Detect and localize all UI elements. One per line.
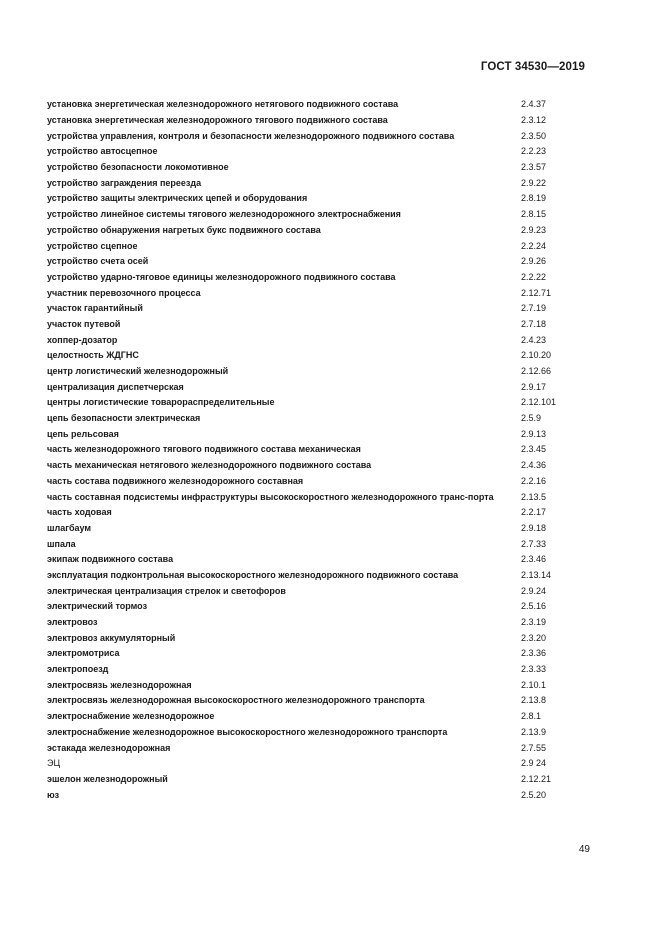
index-reference: 2.3.57 bbox=[521, 162, 547, 173]
index-reference: 2.3.12 bbox=[521, 115, 547, 126]
index-entry bbox=[47, 615, 607, 631]
index-term: электроснабжение железнодорожное высокоскоростного железнодорожного транспорта bbox=[47, 726, 448, 737]
index-term: эшелон железнодорожный bbox=[47, 773, 168, 784]
index-reference: 2.9 24 bbox=[521, 758, 547, 769]
index-entry bbox=[47, 175, 607, 191]
index-reference: 2.9.17 bbox=[521, 381, 547, 392]
index-entry bbox=[47, 489, 607, 505]
index-entry bbox=[47, 740, 607, 756]
index-entry bbox=[47, 113, 607, 129]
index-reference: 2.9.18 bbox=[521, 522, 547, 533]
index-term: юз bbox=[47, 789, 60, 800]
index-reference: 2.3.36 bbox=[521, 648, 547, 659]
index-term: часть состава подвижного железнодорожного составная bbox=[47, 475, 304, 486]
index-reference: 2.5.16 bbox=[521, 601, 547, 612]
index-reference: 2.4.23 bbox=[521, 334, 547, 345]
index-reference: 2.3.45 bbox=[521, 444, 547, 455]
index-term: цепь рельсовая bbox=[47, 428, 119, 439]
index-term: эстакада железнодорожная bbox=[47, 742, 171, 753]
index-term: участник перевозочного процесса bbox=[47, 287, 201, 298]
index-reference: 2.3.50 bbox=[521, 130, 547, 141]
index-term: участок гарантийный bbox=[47, 303, 143, 314]
index-reference: 2.3.33 bbox=[521, 664, 547, 675]
index-reference: 2.8.19 bbox=[521, 193, 547, 204]
index-term: центр логистический железнодорожный bbox=[47, 366, 229, 377]
index-reference: 2.9.24 bbox=[521, 585, 547, 596]
index-term: электроснабжение железнодорожное bbox=[47, 711, 215, 722]
index-reference: 2.7.33 bbox=[521, 538, 547, 549]
index-term: электропоезд bbox=[47, 664, 109, 675]
index-reference: 2.13.8 bbox=[521, 695, 547, 706]
index-entry bbox=[47, 223, 607, 239]
index-term: электровоз аккумуляторный bbox=[47, 632, 176, 643]
index-entry bbox=[47, 521, 607, 537]
index-reference: 2.7.18 bbox=[521, 318, 547, 329]
index-entry bbox=[47, 191, 607, 207]
index-entry bbox=[47, 599, 607, 615]
index-term: часть ходовая bbox=[47, 507, 112, 518]
index-entry bbox=[47, 568, 607, 584]
index-term: электрическая централизация стрелок и светофоров bbox=[47, 585, 286, 596]
index-term: часть составная подсистемы инфраструктуры высокоскоростного железнодорожного транс-порта bbox=[47, 491, 494, 502]
index-entry bbox=[47, 364, 607, 380]
index-entry bbox=[47, 301, 607, 317]
index-reference: 2.13.5 bbox=[521, 491, 547, 502]
index-term: электровоз bbox=[47, 617, 98, 628]
index-entry bbox=[47, 552, 607, 568]
index-reference: 2.13.14 bbox=[521, 569, 552, 580]
index-term: устройство защиты электрических цепей и оборудования bbox=[47, 193, 308, 204]
index-term: шлагбаум bbox=[47, 522, 92, 533]
index-entry bbox=[47, 332, 607, 348]
index-term: хоппер-дозатор bbox=[47, 334, 118, 345]
index-reference: 2.8.1 bbox=[521, 711, 542, 722]
index-entry bbox=[47, 630, 607, 646]
index-term: эксплуатация подконтрольная высокоскоростного железнодорожного подвижного состава bbox=[47, 569, 459, 580]
index-reference: 2.12.71 bbox=[521, 287, 552, 298]
index-reference: 2.5.9 bbox=[521, 413, 542, 424]
index-term: устройство счета осей bbox=[47, 256, 149, 267]
index-term: часть железнодорожного тягового подвижного состава механическая bbox=[47, 444, 361, 455]
index-entry bbox=[47, 458, 607, 474]
index-term: электромотриса bbox=[47, 648, 120, 659]
page-number: 49 bbox=[578, 844, 590, 855]
index-reference: 2.9.22 bbox=[521, 177, 547, 188]
index-reference: 2.9.13 bbox=[521, 428, 547, 439]
index-term: устройство сцепное bbox=[47, 240, 138, 251]
index-entry bbox=[47, 677, 607, 693]
index-entry bbox=[47, 207, 607, 223]
index-term: централизация диспетчерская bbox=[47, 381, 184, 392]
index-entry bbox=[47, 756, 607, 772]
index-entry bbox=[47, 426, 607, 442]
document-header: ГОСТ 34530—2019 bbox=[480, 61, 585, 73]
index-entry bbox=[47, 97, 607, 113]
index-term: устройство автосцепное bbox=[47, 146, 158, 157]
index-reference: 2.3.46 bbox=[521, 554, 547, 565]
index-term: устройство безопасности локомотивное bbox=[47, 162, 229, 173]
index-reference: 2.3.20 bbox=[521, 632, 547, 643]
index-term: шпала bbox=[47, 538, 76, 549]
index-entry bbox=[47, 160, 607, 176]
index-entry bbox=[47, 238, 607, 254]
index-entry bbox=[47, 379, 607, 395]
index-entry bbox=[47, 474, 607, 490]
index-term: целостность ЖДГНС bbox=[47, 350, 139, 361]
index-entry bbox=[47, 411, 607, 427]
index-term: устройство обнаружения нагретых букс подвижного состава bbox=[47, 224, 321, 235]
index-reference: 2.12.101 bbox=[521, 397, 557, 408]
term-index bbox=[47, 97, 607, 803]
index-entry bbox=[47, 285, 607, 301]
index-entry bbox=[47, 725, 607, 741]
index-entry bbox=[47, 709, 607, 725]
index-term: устройство линейное системы тягового железнодорожного электроснабжения bbox=[47, 209, 401, 220]
index-entry bbox=[47, 348, 607, 364]
index-reference: 2.5.20 bbox=[521, 789, 547, 800]
index-reference: 2.9.23 bbox=[521, 224, 547, 235]
index-term: установка энергетическая железнодорожного нетягового подвижного состава bbox=[47, 99, 399, 110]
index-reference: 2.9.26 bbox=[521, 256, 547, 267]
index-term: устройство ударно-тяговое единицы железнодорожного подвижного состава bbox=[47, 271, 396, 282]
index-reference: 2.10.20 bbox=[521, 350, 552, 361]
index-entry bbox=[47, 128, 607, 144]
index-reference: 2.2.24 bbox=[521, 240, 547, 251]
index-reference: 2.4.37 bbox=[521, 99, 547, 110]
index-entry bbox=[47, 254, 607, 270]
index-term: электрический тормоз bbox=[47, 601, 148, 612]
index-term: устройство заграждения переезда bbox=[47, 177, 202, 188]
index-entry bbox=[47, 144, 607, 160]
index-reference: 2.12.21 bbox=[521, 773, 552, 784]
index-entry bbox=[47, 662, 607, 678]
index-term: цепь безопасности электрическая bbox=[47, 413, 201, 424]
index-reference: 2.4.36 bbox=[521, 460, 547, 471]
index-reference: 2.7.55 bbox=[521, 742, 547, 753]
index-term: ЭЦ bbox=[47, 758, 61, 769]
index-term: электросвязь железнодорожная высокоскоростного железнодорожного транспорта bbox=[47, 695, 425, 706]
index-reference: 2.10.1 bbox=[521, 679, 547, 690]
index-entry bbox=[47, 583, 607, 599]
index-reference: 2.3.19 bbox=[521, 617, 547, 628]
index-reference: 2.2.17 bbox=[521, 507, 547, 518]
index-entry bbox=[47, 317, 607, 333]
index-reference: 2.2.16 bbox=[521, 475, 547, 486]
index-entry bbox=[47, 442, 607, 458]
index-term: устройства управления, контроля и безопасности железнодорожного подвижного состава bbox=[47, 130, 455, 141]
index-term: центры логистические товарораспределительные bbox=[47, 397, 275, 408]
index-term: установка энергетическая железнодорожного тягового подвижного состава bbox=[47, 115, 388, 126]
index-reference: 2.12.66 bbox=[521, 366, 552, 377]
index-entry bbox=[47, 772, 607, 788]
index-term: часть механическая нетягового железнодорожного подвижного состава bbox=[47, 460, 372, 471]
index-term: участок путевой bbox=[47, 318, 121, 329]
index-entry bbox=[47, 646, 607, 662]
index-entry bbox=[47, 787, 607, 803]
index-reference: 2.13.9 bbox=[521, 726, 547, 737]
index-entry bbox=[47, 270, 607, 286]
index-reference: 2.8.15 bbox=[521, 209, 547, 220]
index-reference: 2.2.23 bbox=[521, 146, 547, 157]
index-reference: 2.2.22 bbox=[521, 271, 547, 282]
index-entry bbox=[47, 536, 607, 552]
index-entry bbox=[47, 505, 607, 521]
index-reference: 2.7.19 bbox=[521, 303, 547, 314]
index-entry bbox=[47, 693, 607, 709]
index-entry bbox=[47, 395, 607, 411]
index-term: экипаж подвижного состава bbox=[47, 554, 174, 565]
index-term: электросвязь железнодорожная bbox=[47, 679, 192, 690]
